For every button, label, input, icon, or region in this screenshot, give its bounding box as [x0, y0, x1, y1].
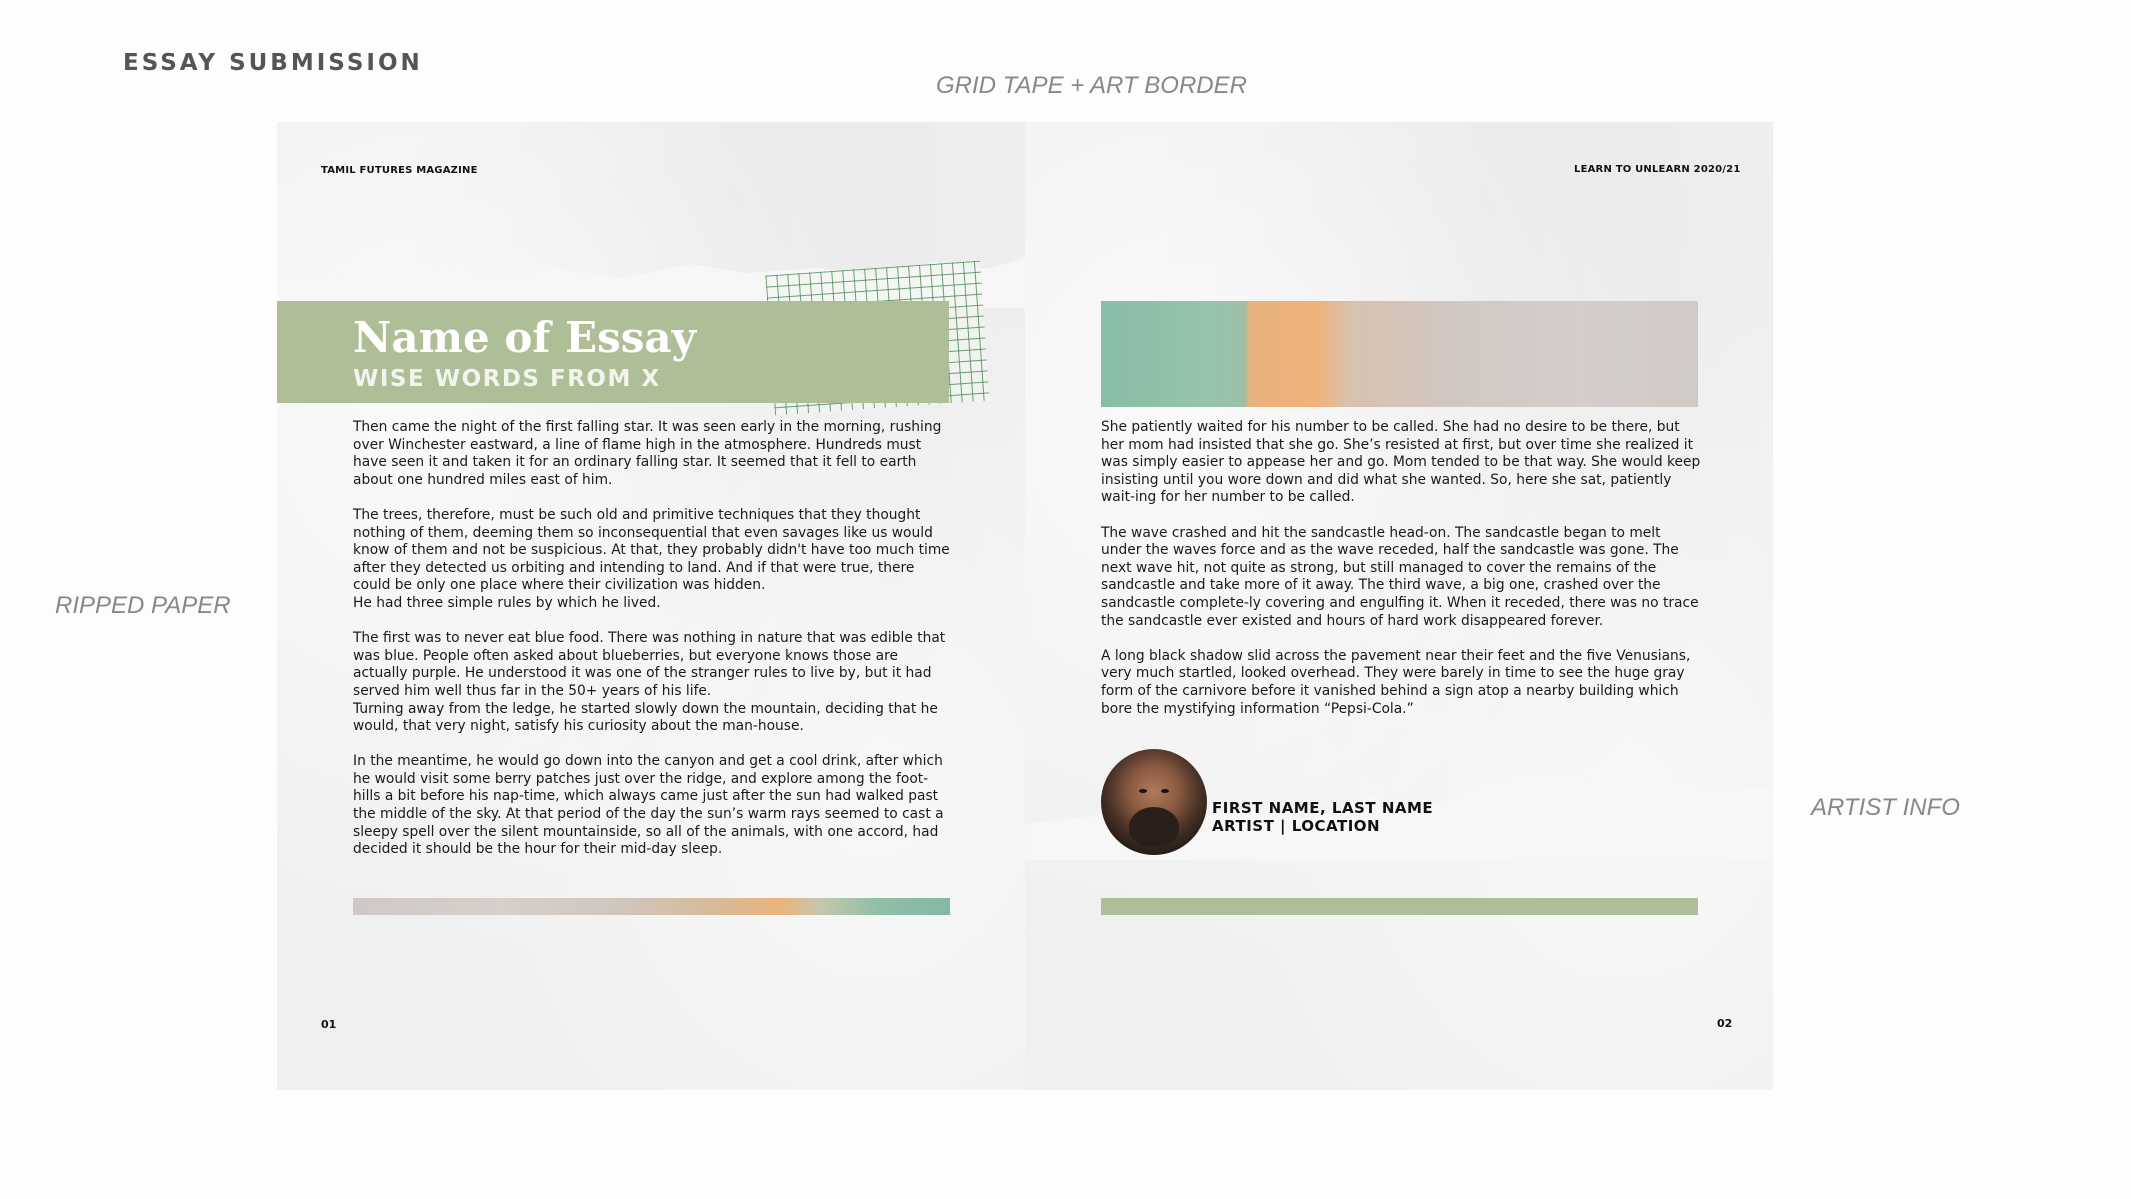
artist-role: ARTIST | LOCATION [1212, 817, 1381, 835]
issue-name: LEARN TO UNLEARN 2020/21 [1574, 164, 1741, 175]
essay-subtitle: WISE WORDS FROM X [353, 366, 661, 392]
artist-info-annotation: ARTIST INFO [1811, 794, 1960, 821]
paragraph: The trees, therefore, must be such old and primitive techniques that they thought nothing of them, deeming them so inconsequential that even savages like us would know of them and not be suspicious. At that, they probably didn't have too much time after they detected us orbiting and intending to land. And if that were true, there could be only one place where their civilization was hidden. He had three simple rules by which he lived. [353, 506, 950, 611]
left-body-text [353, 419, 953, 876]
avatar-eye [1161, 789, 1169, 793]
page-number-right: 02 [1717, 1017, 1733, 1030]
page-heading: ESSAY SUBMISSION [123, 50, 423, 76]
art-border-bar-left [353, 898, 950, 915]
paragraph: In the meantime, he would go down into the canyon and get a cool drink, after which he would visit some berry patches just over the ridge, and explore among the foot-hills a bit before his nap-time, which always came just after the sun had walked past the middle of the sky. At that period of the day the sun’s warm rays seemed to cast a sleepy spell over the silent mountainside, so all of the animals, with one accord, had decided it should be the hour for their mid-day sleep. [353, 753, 944, 858]
grid-tape-annotation: GRID TAPE + ART BORDER [936, 72, 1247, 99]
paragraph: A long black shadow slid across the pavement near their feet and the five Venusians, very much startled, looked overhead. They were barely in time to see the huge gray form of the carnivore before it vanished behind a sign atop a nearby building which bore the mystifying information “Pepsi-Cola.” [1101, 647, 1691, 717]
artist-info [1212, 799, 1433, 835]
page-number-left: 01 [321, 1018, 337, 1031]
artist-name: FIRST NAME, LAST NAME [1212, 799, 1434, 817]
art-border-banner [1101, 301, 1698, 407]
paragraph: The wave crashed and hit the sandcastle head-on. The sandcastle began to melt under the waves force and as the wave receded, half the sandcastle was gone. The next wave hit, not quite as strong, but still managed to cover the remains of the sandcastle and take more of it away. The third wave, a big one, crashed over the sandcastle complete-ly covering and engulfing it. When it receded, there was no trace the sandcastle ever existed and hours of hard work disappeared forever. [1101, 524, 1699, 629]
artist-avatar [1101, 749, 1207, 855]
art-border-bar-right [1101, 898, 1698, 915]
avatar-eye [1139, 789, 1147, 793]
paragraph: The first was to never eat blue food. There was nothing in nature that was edible that was blue. People often asked about blueberries, but everyone knows those are actually purple. He understood it was one of the stranger rules to live by, but it had served him well thus far in the 50+ years of his life. Turning away from the ledge, he started slowly down the mountain, deciding that he would, that very night, satisfy his curiosity about the man-house. [353, 630, 946, 735]
paragraph: She patiently waited for his number to be called. She had no desire to be there, but her mom had insisted that she go. She’s resisted at first, but over time she realized it was simply easier to appease her and go. Mom tended to be that way. She would keep insisting until you wore down and did what she wanted. So, here she sat, patiently wait-ing for her number to be called. [1101, 419, 1701, 506]
avatar-beard [1129, 807, 1179, 847]
right-body-text [1101, 419, 1701, 736]
essay-title: Name of Essay [353, 313, 697, 362]
paragraph: Then came the night of the first falling star. It was seen early in the morning, rushing over Winchester eastward, a line of flame high in the atmosphere. Hundreds must have seen it and taken it for an ordinary falling star. It seemed that it fell to earth about one hundred miles east of him. [353, 419, 942, 488]
magazine-name: TAMIL FUTURES MAGAZINE [321, 165, 478, 176]
ripped-paper-annotation: RIPPED PAPER [55, 592, 231, 619]
